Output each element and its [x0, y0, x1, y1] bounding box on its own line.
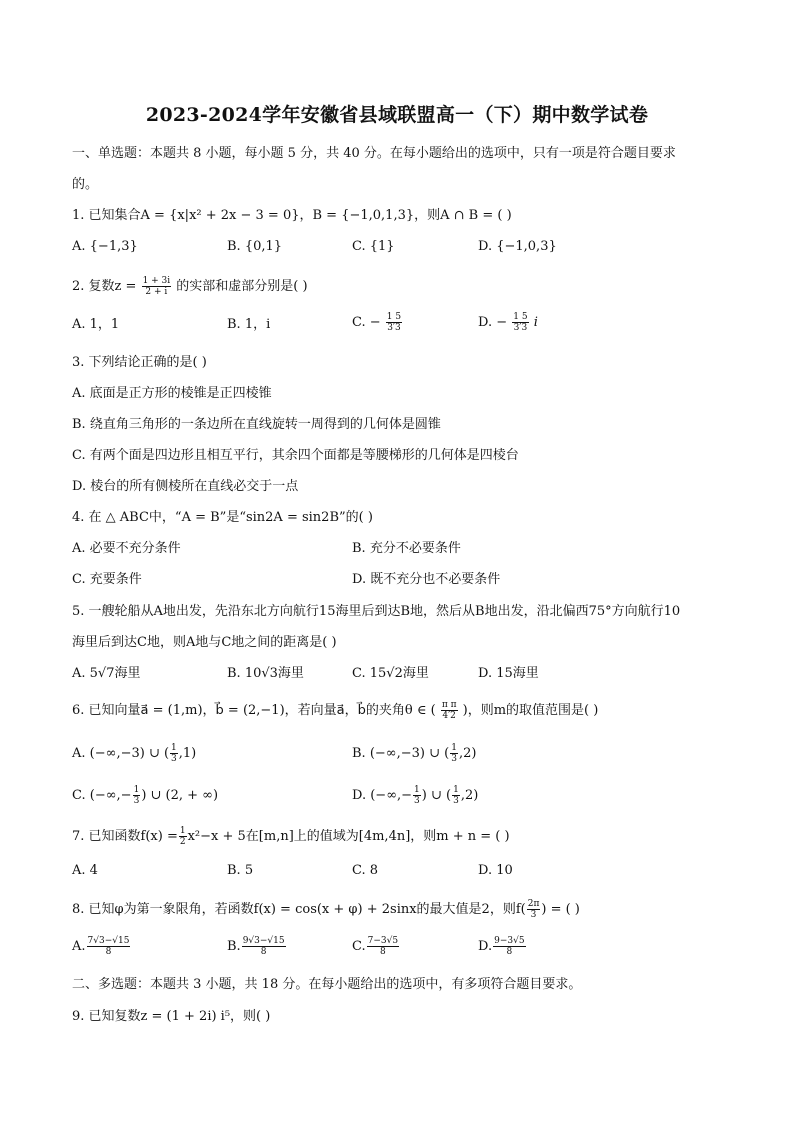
q8-option-b-prefix: B.	[227, 939, 241, 954]
q7-half-frac	[179, 826, 187, 847]
q1-option-c: C. {1}	[352, 239, 395, 254]
q2-frac-num: 1 + 3i	[142, 276, 171, 286]
q7-half-den: 2	[179, 837, 186, 847]
q2-option-a: A. 1，1	[72, 317, 120, 332]
q2-option-d-suffix: i	[533, 315, 538, 330]
q6-option-b-suffix: ,2)	[458, 746, 477, 761]
q6-frac-den: 4′2	[442, 711, 456, 721]
q2-option-c-prefix: C. −	[352, 315, 381, 330]
q1-option-a: A. {−1,3}	[72, 239, 138, 254]
q8-option-c-prefix: C.	[352, 939, 366, 954]
question-1-stem: 1. 已知集合A = {x|x² + 2x − 3 = 0}，B = {−1,0,1,3}，则A ∩ B = ( )	[72, 208, 512, 223]
q6-option-a-num: 1	[171, 743, 177, 753]
q8-option-d	[478, 936, 527, 957]
q4-option-b: B. 充分不必要条件	[352, 541, 461, 556]
q8-arg-frac	[527, 899, 541, 920]
q2-option-c-frac	[386, 312, 402, 333]
question-4-stem: 4. 在 △ ABC中，“A = B”是“sin2A = sin2B”的( )	[72, 510, 373, 525]
q6-option-c	[72, 785, 218, 806]
q8-stem-suffix: ) = ( )	[541, 902, 580, 917]
q2-option-d-prefix: D. −	[478, 315, 508, 330]
q6-stem-suffix: )，则m的取值范围是( )	[462, 703, 599, 718]
q1-option-d: D. {−1,0,3}	[478, 239, 557, 254]
q8-option-b-num: 9√3−√15	[242, 936, 285, 946]
question-9-stem: 9. 已知复数z = (1 + 2i) i⁵，则( )	[72, 1009, 271, 1024]
q3-option-d: D. 棱台的所有侧棱所在直线必交于一点	[72, 479, 299, 494]
q7-option-b: B. 5	[227, 863, 254, 878]
q8-frac-den: 3	[530, 910, 537, 920]
q2-frac-den: 2 + i	[145, 287, 168, 297]
q6-option-c-suffix: ) ∪ (2, + ∞)	[141, 788, 219, 803]
question-8-stem	[72, 899, 580, 920]
q8-option-a-num: 7√3−√15	[87, 936, 130, 946]
q6-option-b-frac	[450, 743, 458, 764]
q8-option-a-den: 8	[105, 947, 112, 957]
section-1-heading: 一、单选题：本题共 8 小题，每小题 5 分，共 40 分。在每小题给出的选项中，只有一项是符合题目要求	[72, 146, 676, 161]
q7-option-d: D. 10	[478, 863, 513, 878]
q6-interval-frac	[441, 700, 458, 721]
q8-option-c-num: 7−3√5	[367, 936, 399, 946]
question-2-stem	[72, 276, 308, 297]
q6-option-d-num-1: 1	[414, 785, 420, 795]
q6-option-a	[72, 743, 196, 764]
q6-option-d-den-1: 3	[414, 796, 420, 806]
q5-option-b: B. 10√3海里	[227, 666, 304, 681]
q2-stem-prefix: 2. 复数z =	[72, 279, 137, 294]
q8-option-a	[72, 936, 131, 957]
question-7-stem	[72, 826, 510, 847]
q8-option-a-prefix: A.	[72, 939, 86, 954]
q6-option-b	[352, 743, 476, 764]
q6-option-d-frac-2	[452, 785, 460, 806]
section-1-heading-cont: 的。	[72, 177, 99, 192]
q6-option-d-num-2: 1	[453, 785, 459, 795]
q6-option-d-suffix: ,2)	[460, 788, 479, 803]
q7-option-c: C. 8	[352, 863, 379, 878]
q8-option-d-prefix: D.	[478, 939, 493, 954]
q2-option-d	[478, 312, 538, 333]
q2-fraction	[142, 276, 172, 297]
section-2-heading: 二、多选题：本题共 3 小题，共 18 分。在每小题给出的选项中，有多项符合题目要求。	[72, 977, 582, 992]
question-3-stem: 3. 下列结论正确的是( )	[72, 355, 207, 370]
q3-option-b: B. 绕直角三角形的一条边所在直线旋转一周得到的几何体是圆锥	[72, 417, 441, 432]
q6-option-a-den: 3	[171, 754, 177, 764]
q4-option-c: C. 充要条件	[72, 572, 142, 587]
q7-stem-suffix: x²−x + 5在[m,n]上的值域为[4m,4n]，则m + n = ( )	[187, 829, 510, 844]
q6-stem-prefix: 6. 已知向量a⃗ = (1,m)，b⃗ = (2,−1)，若向量a⃗，b⃗的夹角θ ∈ (	[72, 703, 436, 718]
q2-option-c	[352, 312, 403, 333]
q6-option-b-den: 3	[451, 754, 457, 764]
q4-option-a: A. 必要不充分条件	[72, 541, 181, 556]
q5-option-d: D. 15海里	[478, 666, 539, 681]
q2-option-c-num: 1 5	[386, 312, 402, 322]
q8-option-a-frac	[87, 936, 131, 957]
q6-option-c-num: 1	[133, 785, 140, 795]
q6-option-d	[352, 785, 478, 806]
q5-option-a: A. 5√7海里	[72, 666, 141, 681]
q3-option-a: A. 底面是正方形的棱锥是正四棱锥	[72, 386, 272, 401]
question-6-stem	[72, 700, 598, 721]
q6-option-a-prefix: A. (−∞,−3) ∪ (	[72, 746, 170, 761]
q7-half-num: 1	[179, 826, 186, 836]
q8-option-c	[352, 936, 400, 957]
q8-option-d-den: 8	[506, 947, 513, 957]
q2-option-c-den: 3′3	[387, 323, 401, 333]
q8-stem-prefix: 8. 已知φ为第一象限角，若函数f(x) = cos(x + φ) + 2sinx的最大值是2，则f(	[72, 902, 526, 917]
q6-option-d-prefix: D. (−∞,−	[352, 788, 413, 803]
q8-option-c-frac	[367, 936, 399, 957]
q6-option-d-den-2: 3	[453, 796, 459, 806]
q6-option-b-prefix: B. (−∞,−3) ∪ (	[352, 746, 450, 761]
q8-option-b-frac	[242, 936, 286, 957]
q6-option-c-den: 3	[133, 796, 140, 806]
q6-option-b-num: 1	[451, 743, 457, 753]
q2-option-d-num: 1 5	[513, 312, 528, 322]
q8-option-b	[227, 936, 287, 957]
page-title: 2023-2024学年安徽省县域联盟高一（下）期中数学试卷	[145, 104, 649, 126]
q6-option-c-frac	[133, 785, 141, 806]
q8-option-c-den: 8	[379, 947, 386, 957]
q2-option-b: B. 1，i	[227, 317, 271, 332]
q7-stem-prefix: 7. 已知函数f(x) =	[72, 829, 178, 844]
q6-option-a-frac	[170, 743, 178, 764]
q6-frac-num: π π	[441, 700, 457, 710]
q6-option-d-frac-1	[413, 785, 421, 806]
q8-option-d-frac	[493, 936, 525, 957]
q7-option-a: A. 4	[72, 863, 98, 878]
q5-option-c: C. 15√2海里	[352, 666, 429, 681]
question-5-stem: 5. 一艘轮船从A地出发，先沿东北方向航行15海里后到达B地，然后从B地出发，沿北偏西75°方向航行10	[72, 604, 681, 619]
q8-frac-num: 2π	[527, 899, 540, 909]
q1-option-b: B. {0,1}	[227, 239, 283, 254]
q8-option-d-num: 9−3√5	[494, 936, 525, 946]
q6-option-a-suffix: ,1)	[178, 746, 197, 761]
q2-stem-suffix: 的实部和虚部分别是( )	[176, 279, 308, 294]
q6-option-d-mid: ) ∪ (	[421, 788, 452, 803]
q2-option-d-frac	[512, 312, 528, 333]
q4-option-d: D. 既不充分也不必要条件	[352, 572, 501, 587]
question-5-stem-cont: 海里后到达C地，则A地与C地之间的距离是( )	[72, 635, 337, 650]
q6-option-c-prefix: C. (−∞,−	[72, 788, 132, 803]
q8-option-b-den: 8	[260, 947, 267, 957]
q2-option-d-den: 3′3	[513, 323, 528, 333]
q3-option-c: C. 有两个面是四边形且相互平行，其余四个面都是等腰梯形的几何体是四棱台	[72, 448, 519, 463]
